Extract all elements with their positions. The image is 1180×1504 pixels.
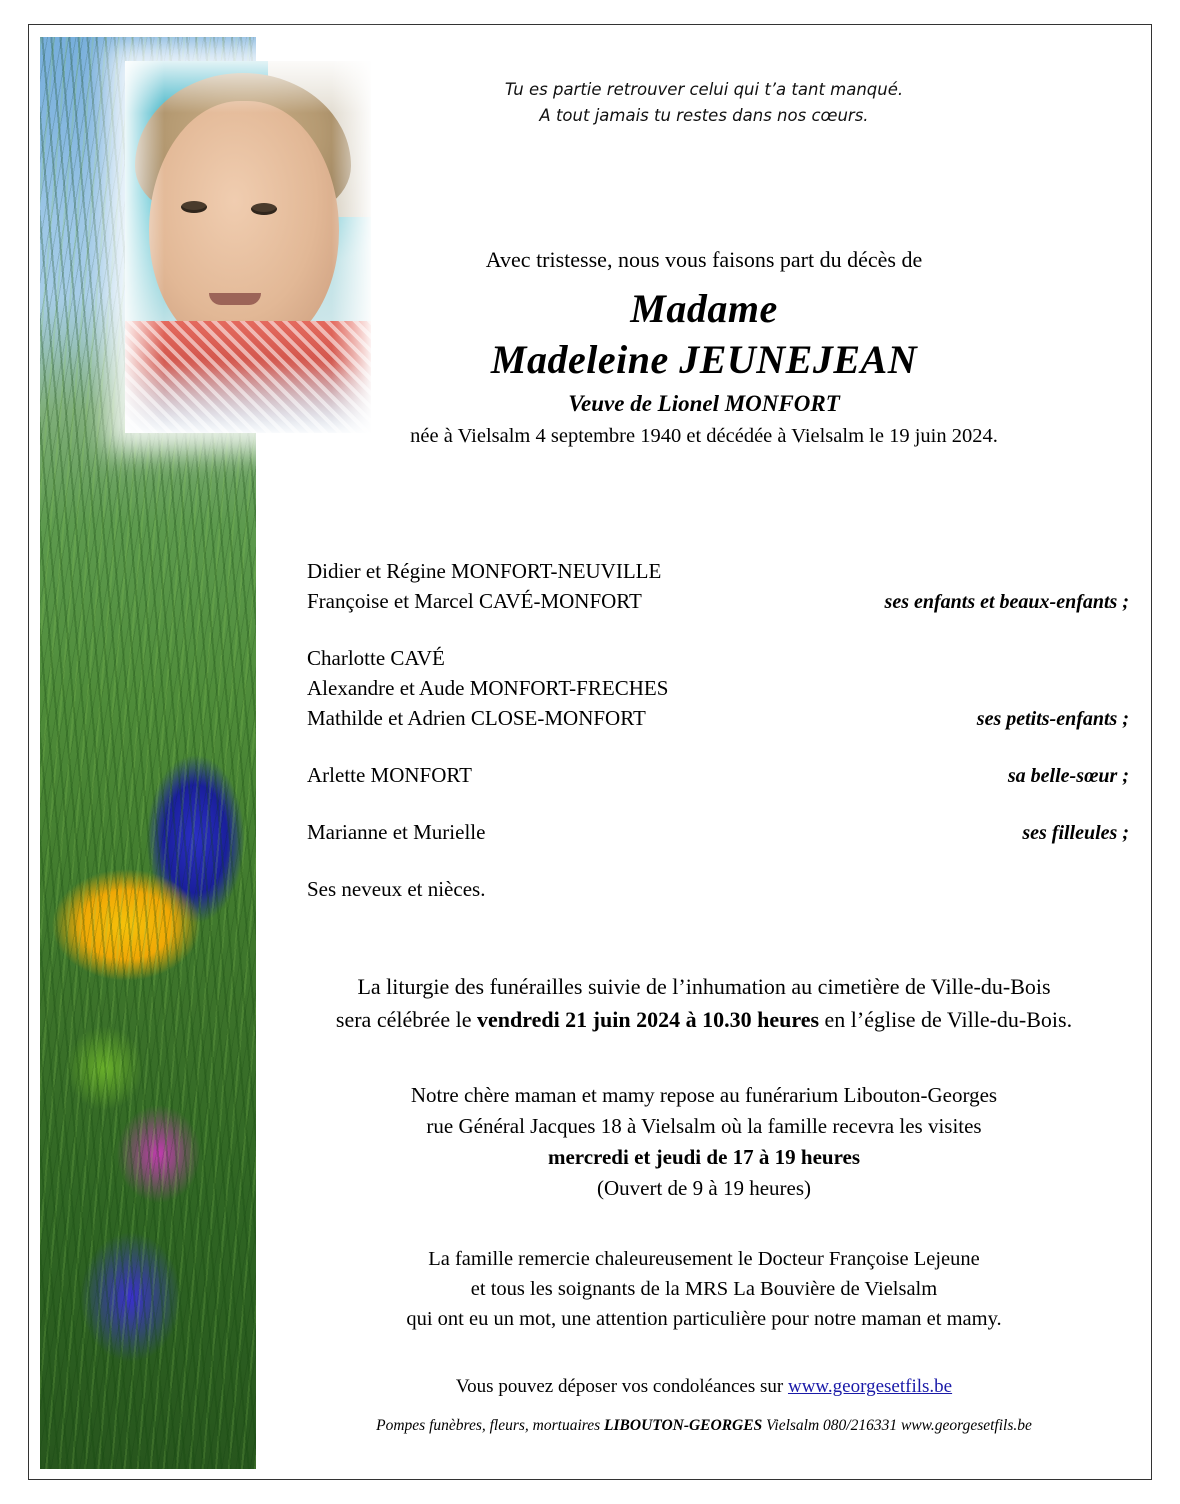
birth-death-dates: née à Vielsalm 4 septembre 1940 et décédée à Vielsalm le 19 juin 2024. <box>410 425 998 447</box>
family-row <box>307 643 1129 673</box>
verse-line-2: A tout jamais tu restes dans nos cœurs. <box>539 106 869 125</box>
family-name: Arlette MONFORT <box>307 763 472 787</box>
condolences-link[interactable]: www.georgesetfils.be <box>787 1376 953 1397</box>
family-relation: ses enfants et beaux-enfants ; <box>884 591 1129 613</box>
liturgy-line-2-before: sera célébrée le <box>335 1007 477 1032</box>
title-madame: Madame <box>630 286 778 331</box>
family-block-sister-in-law <box>307 760 1129 791</box>
memorial-card <box>28 24 1152 1480</box>
liturgy-line-1: La liturgie des funérailles suivie de l’inhumation au cimetière de Ville-du-Bois <box>357 974 1051 999</box>
family-row <box>307 817 1129 848</box>
family-row <box>307 586 1129 617</box>
family-row <box>307 760 1129 791</box>
family-row <box>307 673 1129 703</box>
family-name: Mathilde et Adrien CLOSE-MONFORT <box>307 706 646 730</box>
family-relation: ses petits-enfants ; <box>976 708 1129 730</box>
family-list <box>279 556 1129 904</box>
verse-line-1: Tu es partie retrouver celui qui t’a tant manqué. <box>504 80 904 99</box>
verse <box>279 77 1129 129</box>
condolences-section <box>279 1376 1129 1398</box>
funerarium-open-hours: (Ouvert de 9 à 19 heures) <box>597 1176 811 1200</box>
condolences-text: Vous pouvez déposer vos condoléances sur <box>455 1376 788 1397</box>
family-row <box>307 703 1129 734</box>
family-name: Charlotte CAVÉ <box>307 646 445 670</box>
visiting-hours-bold: mercredi et jeudi de 17 à 19 heures <box>547 1145 861 1169</box>
portrait-photo <box>125 61 371 433</box>
family-block-children <box>307 556 1129 617</box>
thanks-section <box>279 1244 1129 1334</box>
portrait-vignette <box>125 61 371 433</box>
liturgy-section <box>279 970 1129 1036</box>
funerarium-visiting-hours <box>279 1142 1129 1173</box>
funerarium-line-2: rue Général Jacques 18 à Vielsalm où la famille recevra les visites <box>426 1114 982 1138</box>
family-name: Didier et Régine MONFORT-NEUVILLE <box>307 559 662 583</box>
announcement-text <box>279 77 1129 1398</box>
family-row <box>307 556 1129 586</box>
thanks-line-2: et tous les soignants de la MRS La Bouvière de Vielsalm <box>470 1278 938 1300</box>
footer-company: LIBOUTON-GEORGES <box>604 1417 763 1434</box>
family-extra-line: Ses neveux et nièces. <box>307 877 486 901</box>
family-relation: ses filleules ; <box>1022 822 1129 844</box>
footer-after: Vielsalm 080/216331 www.georgesetfils.be <box>762 1417 1032 1434</box>
family-block-grandchildren <box>307 643 1129 734</box>
footer-before: Pompes funèbres, fleurs, mortuaires <box>376 1417 605 1434</box>
family-relation: sa belle-sœur ; <box>1007 765 1129 787</box>
widow-of-line: Veuve de Lionel MONFORT <box>568 391 840 416</box>
funerarium-line-1: Notre chère maman et mamy repose au funérarium Libouton-Georges <box>410 1083 998 1107</box>
thanks-line-3: qui ont eu un mot, une attention particulière pour notre maman et mamy. <box>406 1308 1002 1330</box>
deceased-name: Madeleine JEUNEJEAN <box>490 337 918 382</box>
family-name: Marianne et Murielle <box>307 820 486 844</box>
funerarium-section <box>279 1080 1129 1204</box>
liturgy-line-2 <box>279 1003 1129 1036</box>
intro-text: Avec tristesse, nous vous faisons part du décès de <box>485 247 923 272</box>
footer-credit <box>279 1417 1129 1435</box>
liturgy-line-2-after: en l’église de Ville-du-Bois. <box>819 1007 1073 1032</box>
family-name: Alexandre et Aude MONFORT-FRECHES <box>307 676 669 700</box>
liturgy-datetime: vendredi 21 juin 2024 à 10.30 heures <box>476 1007 820 1032</box>
thanks-line-1: La famille remercie chaleureusement le Docteur Françoise Lejeune <box>428 1248 980 1270</box>
family-name: Françoise et Marcel CAVÉ-MONFORT <box>307 589 642 613</box>
family-block-goddaughters <box>307 817 1129 848</box>
